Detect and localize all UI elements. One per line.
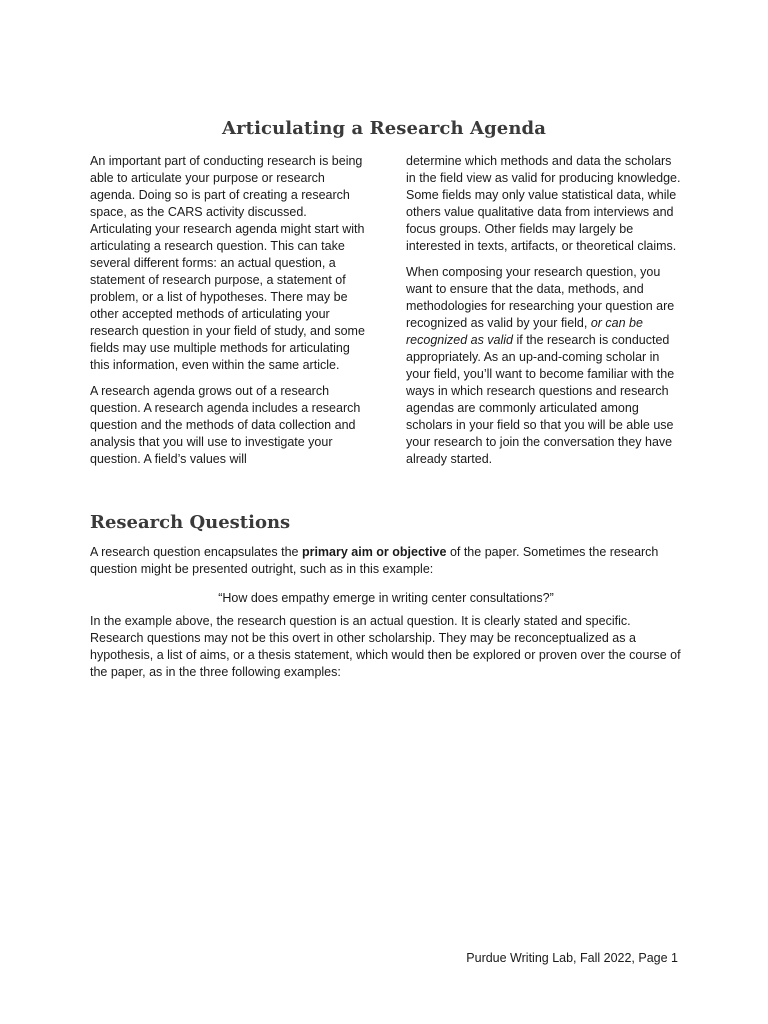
page-footer: Purdue Writing Lab, Fall 2022, Page 1 <box>466 951 678 965</box>
italic-emphasis: or can be recognized as valid <box>406 316 643 347</box>
paragraph: A research agenda grows out of a research question. A research agenda includes a research question and the methods of data collection and analysis that you will use to investigate your question. A field’s values will <box>90 384 361 466</box>
page-title: Articulating a Research Agenda <box>222 118 546 139</box>
text-span: A research question encapsulates the <box>90 545 302 559</box>
right-column <box>406 153 682 477</box>
section-heading: Research Questions <box>90 512 291 533</box>
left-column <box>90 153 366 477</box>
paragraph <box>90 544 682 578</box>
paragraph <box>406 264 682 468</box>
paragraph: determine which methods and data the scholars in the field view as valid for producing knowledge. Some fields may only value statistical data, while others value qualitative data from interviews and focus groups. Other fields may largely be interested in texts, artifacts, or theoretical claims. <box>406 154 681 253</box>
text-span: if the research is conducted appropriately. As an up-and-coming scholar in your field, you’ll want to become familiar with the ways in which research questions and research agendas are commonly articulated among scholars in your field so that you will be able use your research to join the conversation they have already started. <box>406 333 675 466</box>
paragraph: In the example above, the research question is an actual question. It is clearly stated and specific. Research questions may not be this overt in other scholarship. They may be reconceptualized as a hypothesis, a list of aims, or a thesis statement, which would then be explored or proven over the course of the paper, as in the three following examples: <box>90 614 681 679</box>
bold-emphasis: primary aim or objective <box>301 545 447 559</box>
paragraph: An important part of conducting research is being able to articulate your purpose or research agenda. Doing so is part of creating a research space, as the CARS activity discussed. Articulating your research agenda might start with articulating a research question. This can take several different forms: an actual question, a statement of research purpose, a statement of problem, or a list of hypotheses. There may be other accepted methods of articulating your research question in your field of study, and some fields may use multiple methods for articulating this information, even within the same article. <box>90 154 365 372</box>
text-span: of the paper. Sometimes the research question might be presented outright, such as in this example: <box>90 545 659 576</box>
text-span: When composing your research question, you want to ensure that the data, methods, and methodologies for researching your question are recognized as valid by your field, <box>406 265 675 330</box>
example-quote: “How does empathy emerge in writing center consultations?” <box>218 591 554 605</box>
